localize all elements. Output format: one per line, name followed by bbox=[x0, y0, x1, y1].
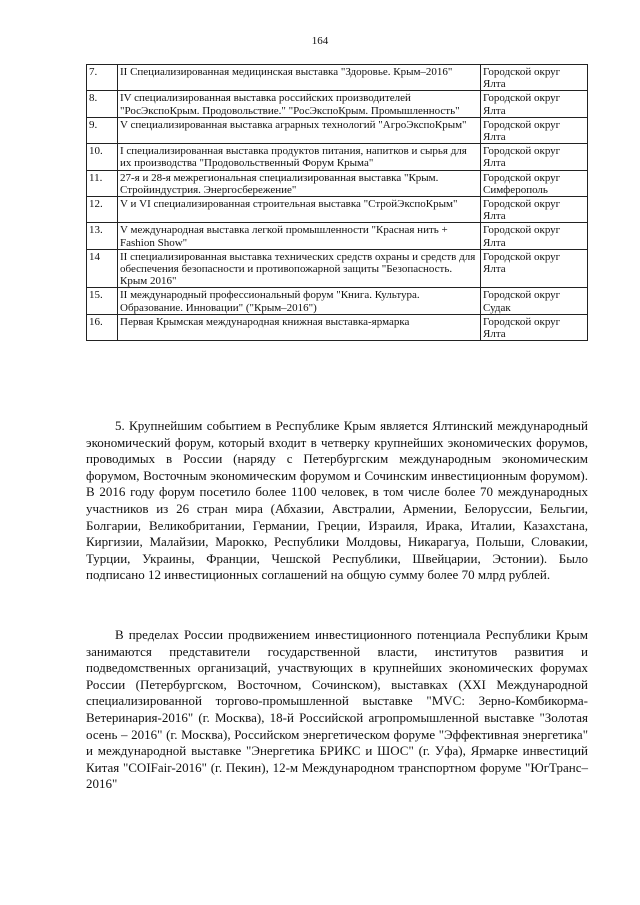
row-number: 8. bbox=[87, 91, 118, 117]
table-row bbox=[87, 65, 588, 91]
row-number: 14 bbox=[87, 249, 118, 288]
table-row bbox=[87, 249, 588, 288]
body-paragraph-promotion bbox=[86, 627, 588, 793]
event-location: Городской округ Ялта bbox=[481, 249, 588, 288]
event-name: IV специализированная выставка российских производителей "РосЭкспоКрым. Продовольствие." "РосЭкспоКрым. Промышленность" bbox=[118, 91, 481, 117]
event-name: 27-я и 28-я межрегиональная специализированная выставка "Крым. Стройиндустрия. Энергосбережение" bbox=[118, 170, 481, 196]
paragraph-text: 5. Крупнейшим событием в Республике Крым является Ялтинский международный экономический форум, который входит в четверку крупнейших экономических форумов, проводимых в России (наряду с Петербургским международным экономическим форумом, Восточным экономическим форумом и Сочинским инвестиционным форумом). В 2016 году форум посетило более 1100 человек, в том числе более 70 международных участников из 26 стран мира (Абхазии, Австралии, Армении, Белоруссии, Бельгии, Болгарии, Великобритании, Германии, Греции, Израиля, Ирака, Италии, Казахстана, Киргизии, Малайзии, Марокко, Республики Молдовы, Никарагуа, Польши, Словакии, Турции, Украины, Франции, Чешской Республики, Швейцарии, Эстонии). Было подписано 12 инвестиционных соглашений на общую сумму более 70 млрд рублей. bbox=[86, 418, 588, 583]
event-name: I специализированная выставка продуктов питания, напитков и сырья для их производства "Продовольственный Форум Крыма" bbox=[118, 144, 481, 170]
table-row bbox=[87, 117, 588, 143]
table-row bbox=[87, 223, 588, 249]
event-name: II Специализированная медицинская выставка "Здоровье. Крым–2016" bbox=[118, 65, 481, 91]
event-name: II международный профессиональный форум "Книга. Культура. Образование. Инновации" ("Крым–2016") bbox=[118, 288, 481, 314]
row-number: 15. bbox=[87, 288, 118, 314]
paragraph-text: В пределах России продвижением инвестиционного потенциала Республики Крым занимаются представители государственной власти, институтов развития и подведомственных организаций, участвующих в крупнейших экономических форумах России (Петербургском, Восточном, Сочинском), выставках (XXI Международной специализированной торгово-промышленной выставке "MVC: Зерно-Комбикорма-Ветеринария-2016" (г. Москва), 18-й Российской агропромышленной выставке "Золотая осень – 2016" (г. Москва), Российском энергетическом форуме "Эффективная энергетика" и международной выставке "Энергетика БРИКС и ШОС" (г. Уфа), Ярмарке инвестиций Китая "COIFair-2016" (г. Пекин), 12-м Международном транспортном форуме "ЮгТранс–2016" bbox=[86, 627, 588, 792]
event-name: V специализированная выставка аграрных технологий "АгроЭкспоКрым" bbox=[118, 117, 481, 143]
row-number: 9. bbox=[87, 117, 118, 143]
table-row bbox=[87, 197, 588, 223]
event-location: Городской округ Симферополь bbox=[481, 170, 588, 196]
row-number: 12. bbox=[87, 197, 118, 223]
row-number: 10. bbox=[87, 144, 118, 170]
event-name: II специализированная выставка технических средств охраны и средств для обеспечения безопасности и противопожарной защиты "Безопасность. Крым 2016" bbox=[118, 249, 481, 288]
event-name: V и VI специализированная строительная выставка "СтройЭкспоКрым" bbox=[118, 197, 481, 223]
row-number: 7. bbox=[87, 65, 118, 91]
event-name: V международная выставка легкой промышленности "Красная нить + Fashion Show" bbox=[118, 223, 481, 249]
table-row bbox=[87, 170, 588, 196]
events-table bbox=[86, 64, 588, 341]
event-location: Городской округ Ялта bbox=[481, 91, 588, 117]
event-location: Городской округ Ялта bbox=[481, 117, 588, 143]
body-paragraph-forum bbox=[86, 418, 588, 584]
table-row bbox=[87, 288, 588, 314]
event-location: Городской округ Ялта bbox=[481, 144, 588, 170]
table-row bbox=[87, 314, 588, 340]
row-number: 13. bbox=[87, 223, 118, 249]
event-location: Городской округ Ялта bbox=[481, 197, 588, 223]
table-row bbox=[87, 144, 588, 170]
event-location: Городской округ Ялта bbox=[481, 65, 588, 91]
row-number: 16. bbox=[87, 314, 118, 340]
event-name: Первая Крымская международная книжная выставка-ярмарка bbox=[118, 314, 481, 340]
event-location: Городской округ Судак bbox=[481, 288, 588, 314]
page-number: 164 bbox=[311, 35, 329, 47]
event-location: Городской округ Ялта bbox=[481, 223, 588, 249]
row-number: 11. bbox=[87, 170, 118, 196]
event-location: Городской округ Ялта bbox=[481, 314, 588, 340]
table-row bbox=[87, 91, 588, 117]
